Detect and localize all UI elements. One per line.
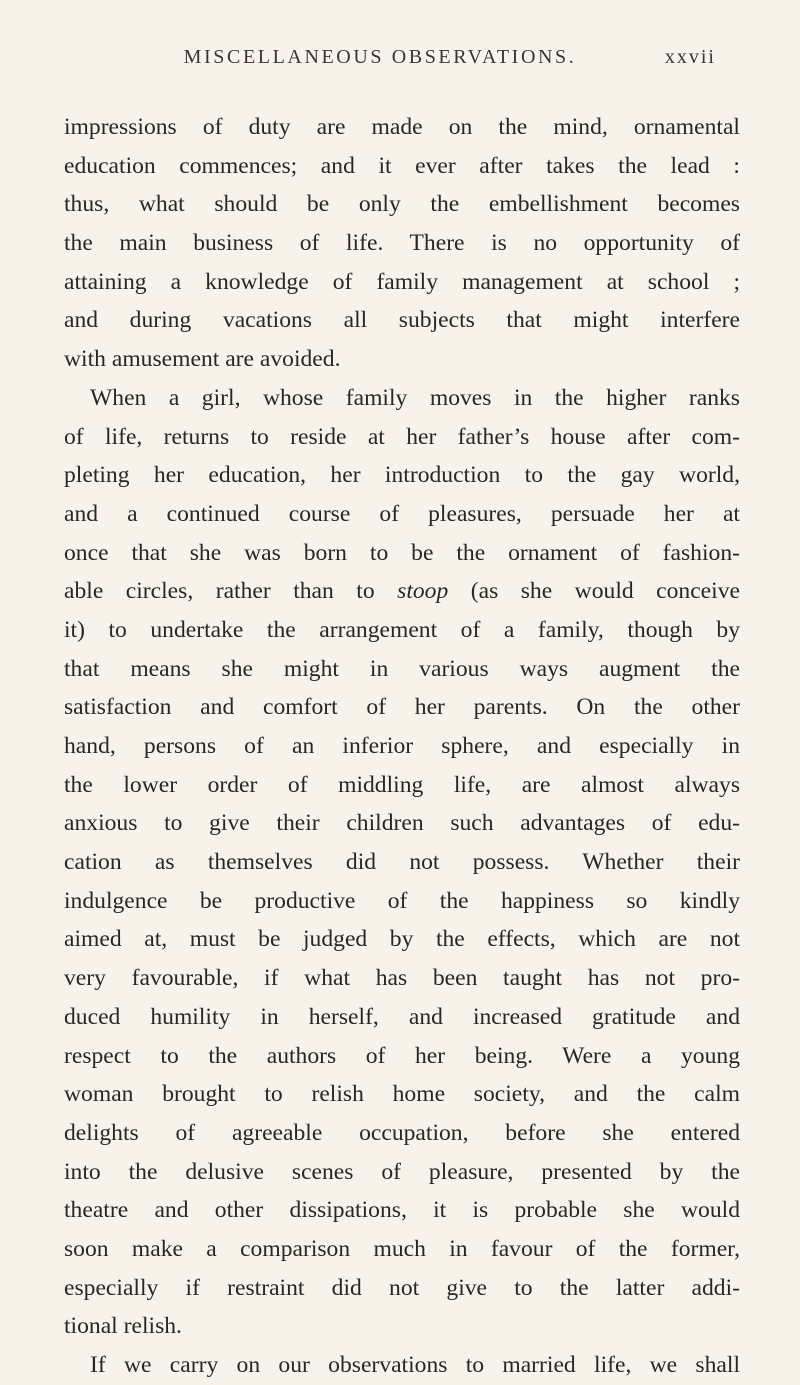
running-head (0, 46, 800, 76)
italic-word: stoop (397, 578, 449, 605)
text-line: duced humility in herself, and increased gratitude and (64, 1003, 740, 1030)
text-line: respect to the authors of her being. Were a young (64, 1042, 740, 1069)
text-line: once that she was born to be the ornament of fashion- (64, 539, 740, 566)
text-line: of life, returns to reside at her father’s house after com- (64, 423, 740, 450)
text-line: anxious to give their children such advantages of edu- (64, 810, 740, 837)
text-line: and during vacations all subjects that might interfere (64, 307, 740, 334)
text-line: the main business of life. There is no opportunity of (64, 230, 740, 257)
text-line: attaining a knowledge of family management at school ; (64, 268, 740, 295)
text-line: hand, persons of an inferior sphere, and especially in (64, 733, 740, 759)
text-line: the lower order of middling life, are almost always (64, 771, 740, 798)
page-number: xxvii (664, 46, 716, 68)
text-line: thus, what should be only the embellishment becomes (64, 191, 740, 218)
paragraph-start-line: When a girl, whose family moves in the higher ranks (90, 384, 740, 411)
text-line: into the delusive scenes of pleasure, presented by the (64, 1158, 740, 1185)
running-title: MISCELLANEOUS OBSERVATIONS. (183, 46, 577, 68)
text-line: that means she might in various ways augment the (64, 655, 740, 682)
text-line: especially if restraint did not give to the latter addi- (64, 1274, 740, 1301)
text-line: woman brought to relish home society, and the calm (64, 1081, 740, 1108)
text-line: soon make a comparison much in favour of the former, (64, 1235, 740, 1262)
text-line: it) to undertake the arrangement of a family, though by (64, 616, 740, 643)
line-segment: able circles, rather than to (64, 578, 375, 605)
text-line: and a continued course of pleasures, persuade her at (64, 500, 740, 527)
text-line: with amusement are avoided. (64, 346, 341, 373)
text-line: impressions of duty are made on the mind, ornamental (64, 114, 740, 140)
text-line: theatre and other dissipations, it is probable she would (64, 1197, 740, 1224)
text-line-with-emphasis (64, 572, 740, 611)
text-line: aimed at, must be judged by the effects, which are not (64, 926, 740, 953)
text-line: education commences; and it ever after takes the lead : (64, 152, 740, 179)
text-line: pleting her education, her introduction to the gay world, (64, 462, 740, 489)
text-line: cation as themselves did not possess. Whether their (64, 849, 740, 876)
text-line: satisfaction and comfort of her parents. On the other (64, 694, 740, 721)
text-line: very favourable, if what has been taught has not pro- (64, 965, 740, 992)
paragraph-start-line: If we carry on our observations to married life, we shall (90, 1352, 740, 1378)
text-line: delights of agreeable occupation, before she entered (64, 1119, 740, 1146)
line-segment: (as she would conceive (470, 578, 740, 605)
text-line: indulgence be productive of the happiness so kindly (64, 887, 740, 914)
text-line: tional relish. (64, 1313, 182, 1340)
body-text (64, 108, 740, 1385)
